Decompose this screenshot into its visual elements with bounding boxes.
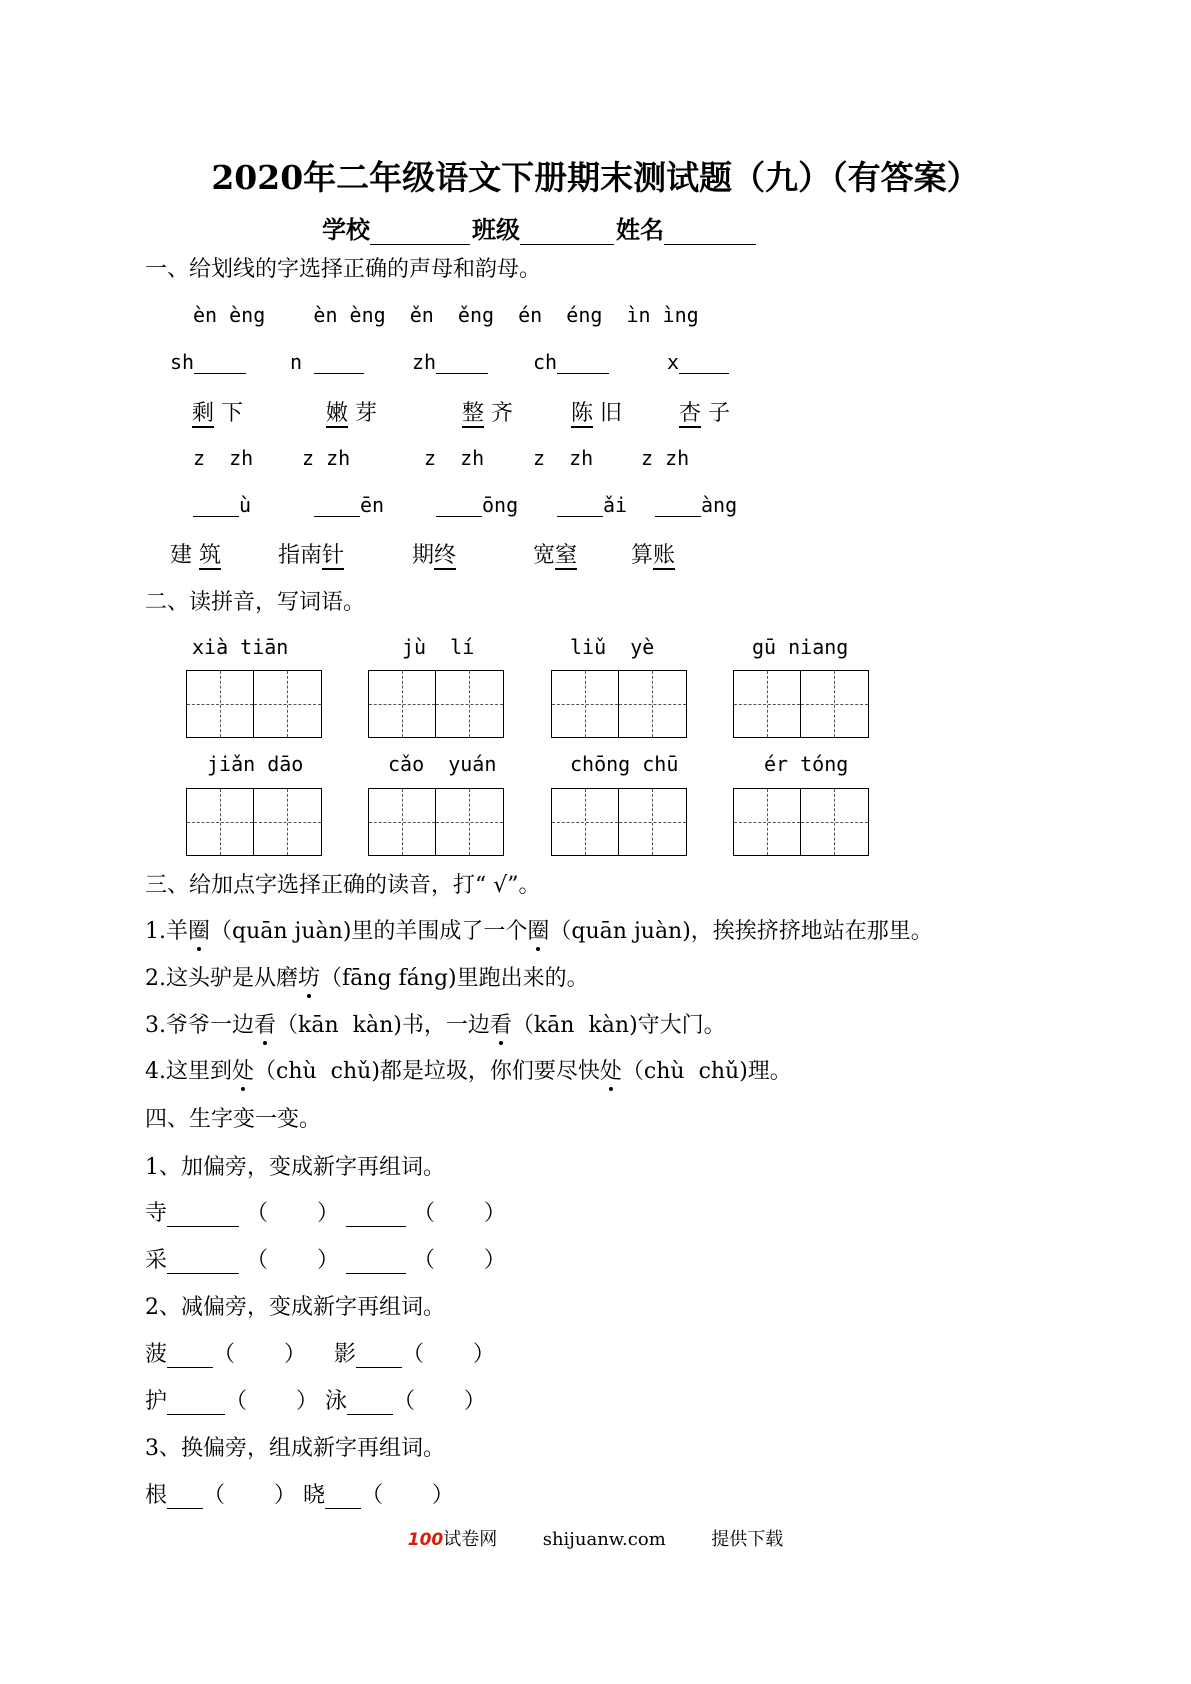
word-item: 算账 xyxy=(631,543,676,568)
add-radical-row: 采 （ ） （ ） xyxy=(145,1248,506,1273)
answer-blank[interactable] xyxy=(356,1345,402,1368)
site-name: 试卷网 xyxy=(443,1529,498,1550)
question-2: 2.这头驴是从磨坊（fāng fáng)里跑出来的。 xyxy=(145,961,589,992)
initial-item: ch xyxy=(533,350,609,374)
pinyin-label: jù lí xyxy=(402,635,475,659)
subsection-heading: 1、加偏旁，变成新字再组词。 xyxy=(145,1155,445,1180)
name-label: 姓名 xyxy=(616,215,664,244)
site-logo: 100 xyxy=(407,1530,444,1550)
class-label: 班级 xyxy=(472,215,520,244)
class-field[interactable] xyxy=(520,218,614,245)
answer-blank[interactable] xyxy=(167,1486,203,1509)
initial-options: z zh xyxy=(193,446,254,470)
answer-blank[interactable] xyxy=(436,351,488,374)
word-item: 陈 旧 xyxy=(571,401,623,426)
answer-blank[interactable] xyxy=(347,1392,393,1415)
section-4-heading: 四、生字变一变。 xyxy=(145,1107,322,1132)
pinyin-label: jiǎn dāo xyxy=(207,752,304,776)
page-title: 2020年二年级语文下册期末测试题（九）（有答案） xyxy=(211,158,980,197)
pinyin-label: xià tiān xyxy=(192,635,289,659)
add-radical-row: 寺 （ ） （ ） xyxy=(145,1201,506,1226)
initial-item: zh xyxy=(412,350,488,374)
writing-grid[interactable] xyxy=(733,670,869,738)
footer-tagline: 提供下载 xyxy=(711,1529,784,1550)
initial-item: n xyxy=(290,350,364,374)
pinyin-label: ér tóng xyxy=(764,752,849,776)
answer-blank[interactable] xyxy=(167,1251,239,1274)
section-2-heading: 二、读拼音，写词语。 xyxy=(145,590,366,615)
pinyin-label: liǔ yè xyxy=(570,635,655,659)
answer-blank[interactable] xyxy=(436,494,482,517)
question-1: 1.羊圈（quān juàn)里的羊围成了一个圈（quān juàn)，挨挨挤挤地站在那里。 xyxy=(145,914,933,945)
answer-blank[interactable] xyxy=(557,494,603,517)
answer-blank[interactable] xyxy=(314,494,360,517)
writing-grid[interactable] xyxy=(186,788,322,856)
word-item: 建 筑 xyxy=(170,543,222,568)
answer-blank[interactable] xyxy=(167,1204,239,1227)
page-footer xyxy=(0,1525,1191,1551)
writing-grid[interactable] xyxy=(551,670,687,738)
writing-grid[interactable] xyxy=(186,670,322,738)
section-3-heading: 三、给加点字选择正确的读音，打“ √”。 xyxy=(145,873,541,898)
pinyin-options: èn èng èn èng ěn ěng én éng ìn ìng xyxy=(193,303,699,327)
final-item: àng xyxy=(655,493,737,517)
remove-radical-row: 护 （ ） 泳 （ ） xyxy=(145,1389,486,1414)
initial-item: x xyxy=(667,350,729,374)
writing-grid[interactable] xyxy=(551,788,687,856)
final-item: ēn xyxy=(314,493,384,517)
initial-options: z zh xyxy=(641,446,690,470)
final-item: ǎi xyxy=(557,493,627,517)
site-url[interactable]: shijuanw.com xyxy=(542,1529,666,1550)
pinyin-label: cǎo yuán xyxy=(388,752,497,776)
answer-blank[interactable] xyxy=(325,1486,361,1509)
initial-options: z zh xyxy=(424,446,485,470)
school-field[interactable] xyxy=(370,218,470,245)
word-item: 宽窒 xyxy=(533,543,578,568)
answer-blank[interactable] xyxy=(314,351,364,374)
word-item: 指南针 xyxy=(278,543,345,568)
school-label: 学校 xyxy=(322,215,370,244)
final-item: ù xyxy=(193,493,251,517)
pinyin-label: gū niang xyxy=(752,635,849,659)
word-item: 嫩 芽 xyxy=(326,401,378,426)
pinyin-label: chōng chū xyxy=(570,752,679,776)
answer-blank[interactable] xyxy=(655,494,701,517)
answer-blank[interactable] xyxy=(194,351,246,374)
word-item: 剩 下 xyxy=(192,401,244,426)
answer-blank[interactable] xyxy=(679,351,729,374)
word-item: 杏 子 xyxy=(679,401,731,426)
writing-grid[interactable] xyxy=(368,670,504,738)
writing-grid[interactable] xyxy=(368,788,504,856)
writing-grid[interactable] xyxy=(733,788,869,856)
change-radical-row: 根 （ ） 晓 （ ） xyxy=(145,1483,454,1508)
section-1-heading: 一、给划线的字选择正确的声母和韵母。 xyxy=(145,257,542,282)
student-info-line xyxy=(322,210,758,245)
initial-item: sh xyxy=(170,350,246,374)
question-3: 3.爷爷一边看（kān kàn)书，一边看（kān kàn)守大门。 xyxy=(145,1008,726,1039)
final-item: ōng xyxy=(436,493,518,517)
answer-blank[interactable] xyxy=(346,1204,406,1227)
subsection-heading: 2、减偏旁，变成新字再组词。 xyxy=(145,1295,445,1320)
question-4: 4.这里到处（chù chǔ)都是垃圾，你们要尽快处（chù chǔ)理。 xyxy=(145,1054,792,1085)
word-item: 整 齐 xyxy=(462,401,514,426)
name-field[interactable] xyxy=(664,218,756,245)
remove-radical-row: 菠 （ ） 影 （ ） xyxy=(145,1342,495,1367)
answer-blank[interactable] xyxy=(193,494,239,517)
initial-options: z zh xyxy=(533,446,594,470)
answer-blank[interactable] xyxy=(346,1251,406,1274)
answer-blank[interactable] xyxy=(557,351,609,374)
answer-blank[interactable] xyxy=(167,1345,213,1368)
answer-blank[interactable] xyxy=(167,1392,225,1415)
initial-options: z zh xyxy=(302,446,351,470)
subsection-heading: 3、换偏旁，组成新字再组词。 xyxy=(145,1436,445,1461)
word-item: 期终 xyxy=(412,543,457,568)
